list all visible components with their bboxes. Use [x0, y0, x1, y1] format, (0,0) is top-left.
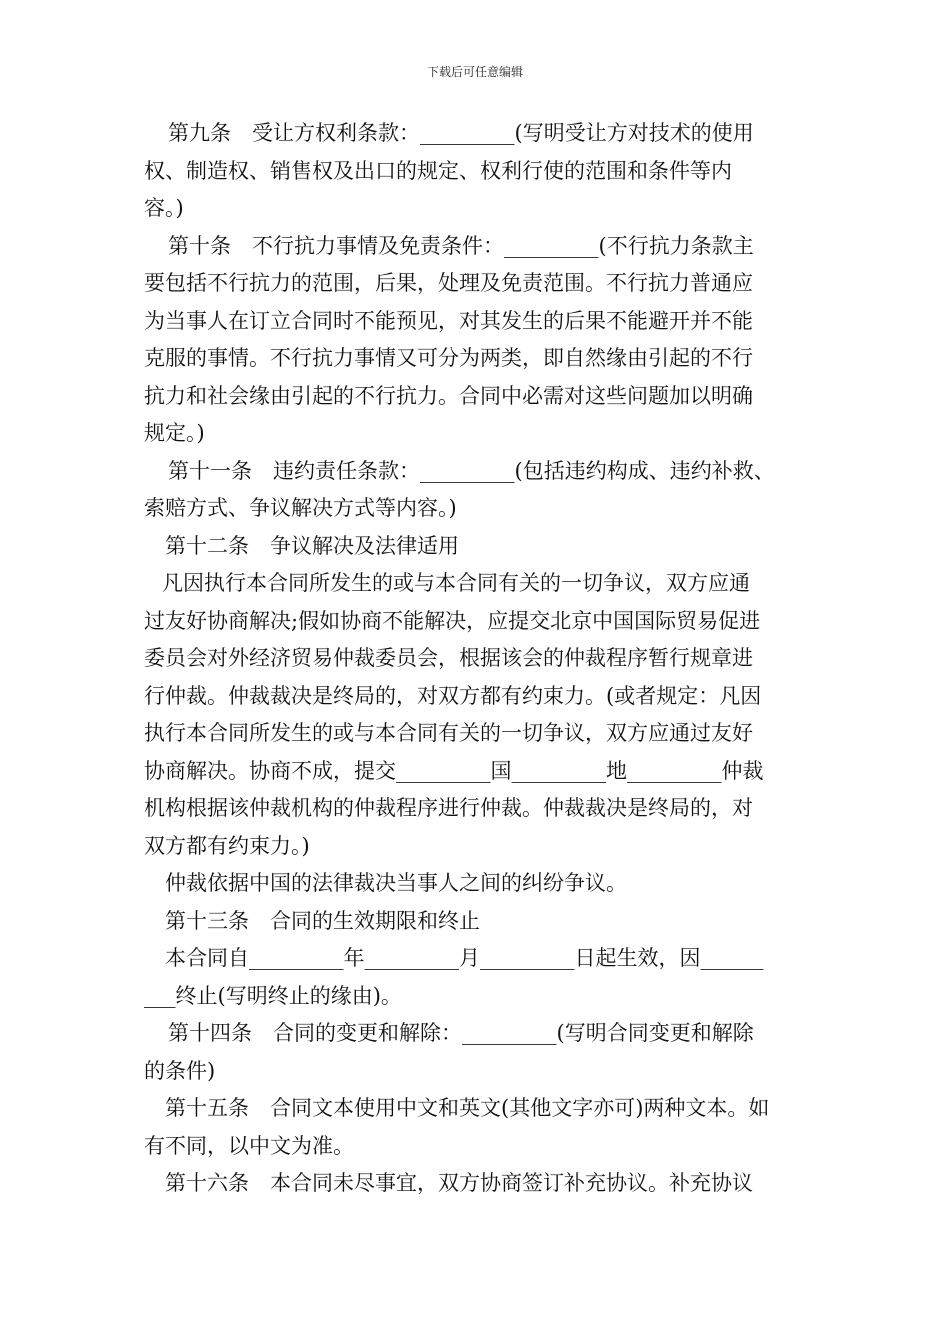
- text-line: 委员会对外经济贸易仲裁委员会，根据该会的仲裁程序暂行规章进: [144, 646, 753, 670]
- text-line: 行仲裁。仲裁裁决是终局的，对双方都有约束力。(或者规定：凡因: [144, 683, 762, 708]
- text-line: 有不同，以中文为准。: [144, 1133, 354, 1158]
- text-line: 执行本合同所发生的或与本合同有关的一切争议，双方应通过友好: [144, 721, 753, 745]
- text-line: 第十六条 本合同未尽事宜，双方协商签订补充协议。补充协议: [165, 1171, 753, 1195]
- text-line: 权、制造权、销售权及出口的规定、权利行使的范围和条件等内: [144, 158, 732, 183]
- text-line: 过友好协商解决;假如协商不能解决，应提交北京中国国际贸易促进: [144, 608, 761, 633]
- text-line: 克服的事情。不行抗力事情又可分为两类，即自然缘由引起的不行: [144, 346, 753, 370]
- text-line: 第十一条 违约责任条款：_________(包括违约构成、违约补救、: [168, 458, 775, 483]
- text-line: 协商解决。协商不成，提交_________国_________地_________仲裁: [144, 758, 764, 783]
- text-line: 第十二条 争议解决及法律适用: [165, 533, 459, 558]
- page-header: 下载后可任意编辑: [426, 65, 523, 79]
- text-line: 的条件): [144, 1058, 216, 1083]
- text-line: 第十五条 合同文本使用中文和英文(其他文字亦可)两种文本。如: [165, 1096, 770, 1120]
- text-line: 第十四条 合同的变更和解除：_________(写明合同变更和解除: [168, 1021, 754, 1045]
- text-line: 机构根据该仲裁机构的仲裁程序进行仲裁。仲裁裁决是终局的，对: [144, 796, 753, 820]
- text-line: ___终止(写明终止的缘由)。: [144, 983, 402, 1008]
- document-body: [144, 115, 824, 1203]
- text-line: 容。): [144, 196, 184, 220]
- text-line: 规定。): [144, 421, 205, 445]
- text-line: 为当事人在订立合同时不能预见，对其发生的后果不能避开并不能: [144, 308, 753, 333]
- text-line: 本合同自_________年_________月_________日起生效，因______: [165, 946, 764, 970]
- text-line: 抗力和社会缘由引起的不行抗力。合同中必需对这些问题加以明确: [144, 383, 753, 408]
- text-line: 第十条 不行抗力事情及免责条件：_________(不行抗力条款主: [168, 233, 754, 258]
- text-line: 索赔方式、争议解决方式等内容。): [144, 496, 457, 520]
- text-line: 第九条 受让方权利条款：_________(写明受让方对技术的使用: [168, 121, 754, 145]
- text-line: 双方都有约束力。): [144, 833, 310, 858]
- text-line: 凡因执行本合同所发生的或与本合同有关的一切争议，双方应通: [162, 571, 750, 595]
- text-line: 要包括不行抗力的范围，后果，处理及免责范围。不行抗力普通应: [144, 271, 753, 295]
- text-line: 仲裁依据中国的法律裁决当事人之间的纠纷争议。: [165, 871, 627, 895]
- text-line: 第十三条 合同的生效期限和终止: [165, 908, 480, 933]
